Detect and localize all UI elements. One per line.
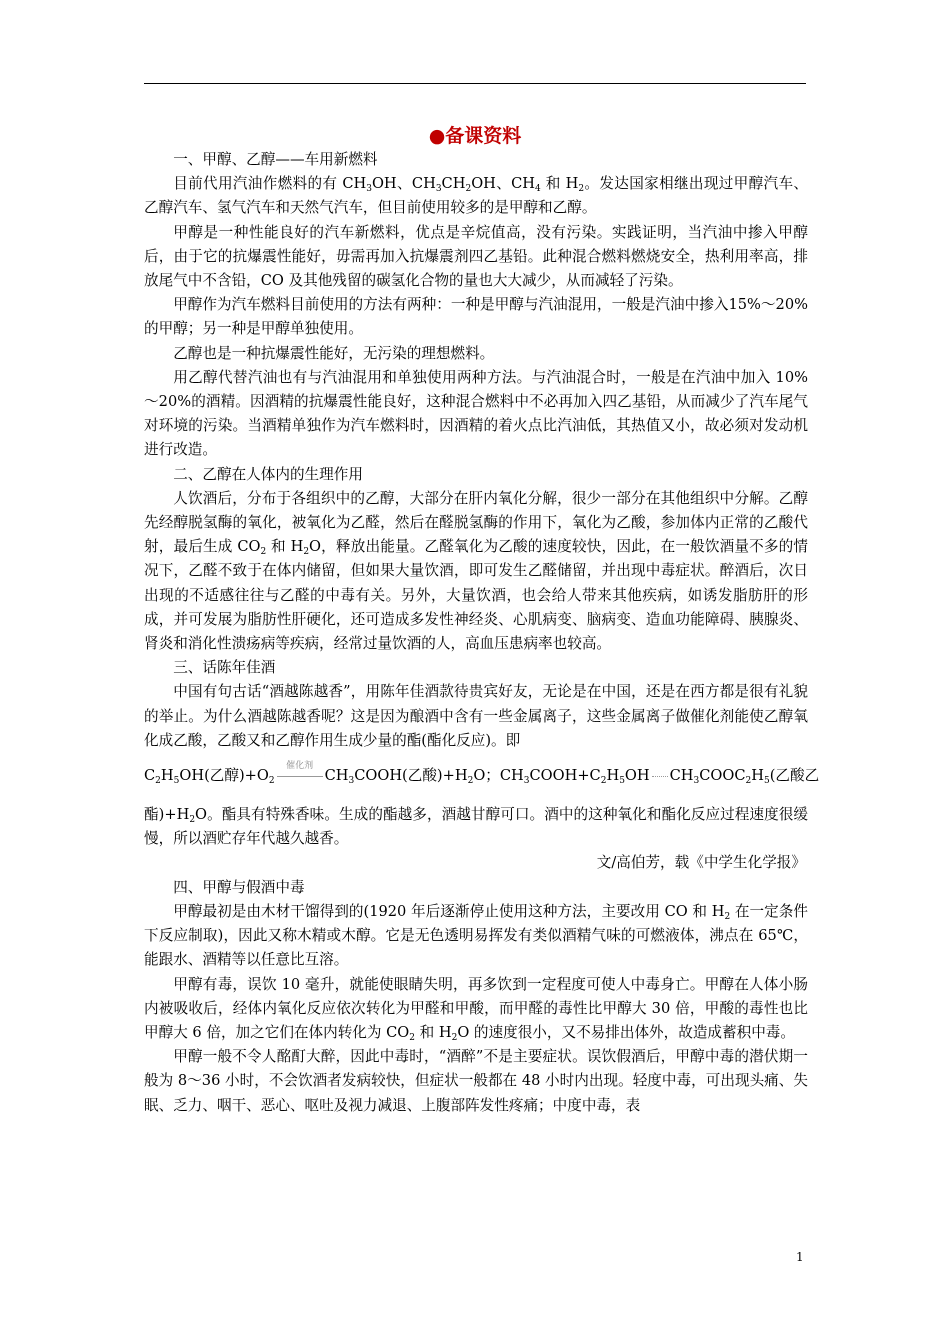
page-number: 1 bbox=[796, 1250, 804, 1264]
section-heading: 一、甲醇、乙醇——车用新燃料 bbox=[173, 151, 378, 168]
bullet-icon: ● bbox=[428, 125, 446, 147]
equation-part: $CH_3COOC_2H_5$(乙酸乙 bbox=[669, 767, 820, 787]
equation-part: $C_2H_5OH$(乙醇)$+O_2$ bbox=[144, 767, 275, 787]
document-body bbox=[144, 148, 820, 1118]
attribution: 文/高伯芳，载《中学生化学报》 bbox=[596, 854, 806, 872]
paragraph: 甲醇最初是由木材干馏得到的(1920 年后逐渐停止使用这种方法，主要改用 CO 和 $H_2$ 在一定条件下反应制取)，因此又称木精或木醇。它是无色透明易挥发有类似酒精气味的可燃液体，沸点在 65℃，能跟水、酒精等以任意比互溶。 bbox=[144, 902, 809, 969]
paragraph: 中国有句古话“酒越陈越香”，用陈年佳酒款待贵宾好友，无论是在中国，还是在西方都是很有礼貌的举止。为什么酒越陈越香呢？这是因为酿酒中含有一些金属离子，这些金属离子做催化剂能使乙醇氧化成乙酸，乙酸又和乙醇作用生成少量的酯(酯化反应)。即 bbox=[144, 683, 808, 749]
page-title-text: 备课资料 bbox=[445, 125, 522, 147]
section-heading: 四、甲醇与假酒中毒 bbox=[173, 878, 305, 896]
equation-part: $CH_3COOH$(乙酸)$+H_2O$；$CH_3COOH+C_2H_5OH$ bbox=[324, 767, 650, 787]
page-title bbox=[0, 122, 950, 150]
paragraph: 甲醇有毒，误饮 10 毫升，就能使眼睛失明，再多饮到一定程度可使人中毒身亡。甲醇在人体小肠内被吸收后，经体内氧化反应依次转化为甲醛和甲酸，而甲醛的毒性比甲醇大 30 倍，甲酸的毒性也比甲醇大 6 倍，加之它们在体内转化为 $CO_2$ 和 $H_2O$ 的速度很小，又不易排出体外，故造成蓄积中毒。 bbox=[144, 975, 808, 1043]
paragraph: 甲醇一般不令人酩酊大醉，因此中毒时，“酒醉”不是主要症状。误饮假酒后，甲醇中毒的潜伏期一般为 8～36 小时，不会饮酒者发病较快，但症状一般都在 48 小时内出现。轻度中毒，可出现头痛、失眠、乏力、咽干、恶心、呕吐及视力减退、上腹部阵发性疼痛；中度中毒，表 bbox=[144, 1048, 808, 1114]
section-heading: 三、话陈年佳酒 bbox=[173, 659, 276, 677]
paragraph: 用乙醇代替汽油也有与汽油混用和单独使用两种方法。与汽油混合时，一般是在汽油中加入 10%～20%的酒精。因酒精的抗爆震性能良好，这种混合燃料中不必再加入四乙基铅，从而减少了汽车尾气对环境的污染。当酒精单独作为汽车燃料时，因酒精的着火点比汽油低，其热值又小，故必须对发动机进行改造。 bbox=[144, 368, 808, 459]
reaction-arrow-icon: 催化剂 bbox=[277, 769, 323, 783]
chemical-equation bbox=[144, 761, 820, 791]
reversible-arrow-icon bbox=[652, 776, 668, 777]
paragraph: 酯)$+H_2O$。酯具有特殊香味。生成的酯越多，酒越甘醇可口。酒中的这种氧化和酯化反应过程速度很缓慢，所以酒贮存年代越久越香。 bbox=[144, 806, 808, 848]
paragraph: 乙醇也是一种抗爆震性能好，无污染的理想燃料。 bbox=[173, 344, 495, 362]
paragraph: 目前代用汽油作燃料的有 $CH_3OH$、$CH_3CH_2OH$、$CH_4$ 和 $H_2$。发达国家相继出现过甲醇汽车、乙醇汽车、氢气汽车和天然气汽车，但目前使用较多的是甲醇和乙醇。 bbox=[144, 175, 808, 217]
paragraph: 人饮酒后，分布于各组织中的乙醇，大部分在肝内氧化分解，很少一部分在其他组织中分解。乙醇先经醇脱氢酶的氧化，被氧化为乙醛，然后在醛脱氢酶的作用下，氧化为乙酸，参加体内正常的乙酸代射，最后生成 $CO_2$ 和 $H_2O$，释放出能量。乙醛氧化为乙酸的速度较快，因此，在一般饮酒量不多的情况下，乙醛不致于在体内储留，但如果大量饮酒，即可发生乙醛储留，并出现中毒症状。醉酒后，次日出现的不适感往往与乙醛的中毒有关。另外，大量饮酒，也会给人带来其他疾病，如诱发脂肪肝的形成，并可发展为脂肪性肝硬化，还可造成多发性神经炎、心肌病变、脑病变、造血功能障碍、胰腺炎、肾炎和消化性溃疡病等疾病，经常过量饮酒的人，高血压患病率也较高。 bbox=[144, 489, 808, 653]
section-heading: 二、乙醇在人体内的生理作用 bbox=[173, 465, 363, 483]
header-rule bbox=[144, 83, 806, 84]
paragraph: 甲醇作为汽车燃料目前使用的方法有两种：一种是甲醇与汽油混用，一般是汽油中掺入15%～20%的甲醇；另一种是甲醇单独使用。 bbox=[144, 296, 808, 338]
paragraph: 甲醇是一种性能良好的汽车新燃料，优点是辛烷值高，没有污染。实践证明，当汽油中掺入甲醇后，由于它的抗爆震性能好，毋需再加入抗爆震剂四乙基铅。此种混合燃料燃烧安全，热利用率高，排放尾气中不含铅，CO 及其他残留的碳氢化合物的量也大大减少，从而减轻了污染。 bbox=[144, 223, 808, 290]
